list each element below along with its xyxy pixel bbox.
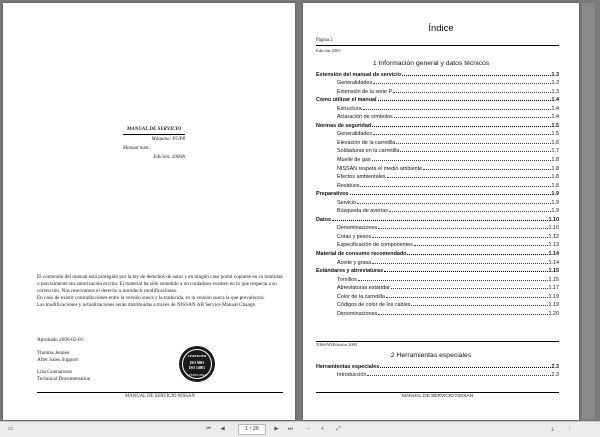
toc-entry-row[interactable] — [316, 223, 559, 232]
toc-entry-row[interactable] — [316, 206, 559, 215]
toc-entry-row[interactable] — [316, 146, 559, 155]
edition-label: Edición 2005 — [316, 48, 341, 53]
toc-entry-label: Residuos — [337, 182, 360, 189]
toc-page-number: 1.19 — [548, 293, 559, 300]
toc-entry-row[interactable] — [316, 103, 559, 112]
edition-label-2: NISSANEdición 2005 — [316, 342, 358, 347]
toc-entry-row[interactable] — [316, 240, 559, 249]
toc-entry-label: Muelle de gas — [337, 157, 371, 164]
last-page-icon[interactable]: ⏭ — [287, 426, 294, 432]
toc-entry-label: Datos — [316, 216, 331, 223]
toc-entry-label: Denominaciones — [337, 310, 378, 317]
toc-leader-dots — [389, 210, 551, 212]
toc-leader-dots — [414, 244, 548, 246]
signatory-2-role: Technical Documentation — [37, 375, 91, 382]
toc-page-number: 1.4 — [551, 105, 559, 112]
toc-page-number: 1.20 — [548, 310, 559, 317]
toc-entry-label: Servicio — [337, 199, 357, 206]
toc-page-number: 1.17 — [548, 285, 559, 292]
zoom-in-icon[interactable]: + — [320, 426, 325, 432]
toc-entry-label: Soldaduras en la carretilla — [337, 148, 400, 155]
toc-entry-row[interactable] — [316, 154, 559, 163]
prev-page-icon[interactable]: ◀ — [220, 426, 225, 432]
page-index — [303, 3, 579, 420]
toc-entry-row[interactable] — [316, 112, 559, 121]
toc-entry-label: Color de la carretilla — [337, 293, 385, 300]
toc-entry-row[interactable] — [316, 137, 559, 146]
next-page-icon[interactable]: ▶ — [274, 426, 279, 432]
toc-leader-dots — [360, 185, 550, 187]
toc-page-number: 1.14 — [548, 251, 559, 258]
menu-icon[interactable]: ⋮ — [566, 426, 573, 432]
toc-entry-label: Estructura — [337, 105, 362, 112]
toc-entry-label: Introducción — [337, 372, 367, 379]
toc-entry-row[interactable] — [316, 300, 559, 309]
cover-manual-no: Manual núm.: — [123, 146, 152, 151]
toc-entry-row[interactable] — [316, 291, 559, 300]
viewer-toolbar — [0, 421, 600, 437]
header-rule — [316, 45, 559, 46]
toc-page-number: 1.13 — [548, 242, 559, 249]
toc-entry-label: Aclaración de símbolos — [337, 114, 393, 121]
toc-entry-row[interactable] — [316, 163, 559, 172]
toc-entry-label: Generalidades — [337, 131, 373, 138]
toc-entry-label: NISSAN respeta el medio ambiente — [337, 165, 423, 172]
first-page-icon[interactable]: ⏮ — [205, 426, 212, 432]
legal-notice — [37, 274, 283, 309]
seal-line-2: ISO 9001 — [189, 361, 205, 365]
toc-entry-row[interactable] — [316, 78, 559, 87]
toc-page-number: 1.3 — [551, 88, 559, 95]
toc-entry-label: Extensión del manual de servicio — [316, 71, 402, 78]
toc-leader-dots — [378, 313, 547, 315]
cover-block — [123, 125, 185, 162]
toc-page-number: 1.10 — [548, 216, 559, 223]
cover-edition: Edición: 2006A — [153, 155, 185, 160]
toc-entry-label: Material de consumo recomendado — [316, 251, 407, 258]
toc-leader-dots — [393, 91, 550, 93]
toc-page-number: 1.8 — [551, 174, 559, 181]
toc-entry-row[interactable] — [316, 197, 559, 206]
toc-entry-label: Estándares y abreviaturas — [316, 268, 384, 275]
toc-group-row[interactable] — [316, 69, 559, 78]
toc-group-row[interactable] — [316, 214, 559, 223]
toc-group-row[interactable] — [316, 120, 559, 129]
toc-leader-dots — [373, 133, 550, 135]
section-1-heading: 1 Información general y datos técnicos — [372, 60, 490, 67]
toc-leader-dots — [358, 279, 548, 281]
toc-page-number: 1.9 — [551, 191, 559, 198]
toc-page-number: 1.6 — [551, 139, 559, 146]
toc-page-number: 1.14 — [548, 259, 559, 266]
toc-entry-label: Herramientas especiales — [316, 363, 380, 370]
cover-model: Máquina: P5/P8 — [151, 137, 185, 142]
toc-leader-dots — [350, 193, 551, 195]
toc-leader-dots — [396, 142, 550, 144]
cover-title: MANUAL DE SERVICIO — [123, 125, 185, 135]
legal-paragraph-3: Las modificaciones y actualizaciones serán distribuidas a través de NISSAN AB Service Manual Change. — [37, 302, 257, 309]
toc-section-1 — [316, 69, 559, 317]
approved-label: Aprobado 2006-02-01: — [37, 337, 85, 343]
signatory-1-role: After Sales Support — [37, 356, 78, 363]
toc-entry-label: Elevación de la carretilla — [337, 139, 396, 146]
signatory-1-name: Thomas Jenneu — [37, 350, 70, 356]
toc-entry-label: Efectos ambientales — [337, 174, 386, 181]
toc-entry-row[interactable] — [316, 370, 559, 379]
toc-page-number: 1.10 — [548, 225, 559, 232]
toc-leader-dots — [363, 108, 551, 110]
toc-page-number: 1.15 — [548, 268, 559, 275]
sidebar-icon[interactable]: ▭ — [7, 426, 14, 432]
toc-entry-row[interactable] — [316, 274, 559, 283]
page-total: / 26 — [249, 426, 260, 432]
toc-leader-dots — [402, 74, 550, 76]
toc-leader-dots — [373, 82, 550, 84]
toc-page-number: 1.9 — [551, 208, 559, 215]
toc-entry-row[interactable] — [316, 308, 559, 317]
legal-paragraph-2: En caso de existir contradicciones entre la versión sueca y la traducida, es la versión sueca la que prevalecerá. — [37, 295, 265, 302]
toc-page-number: 1.15 — [548, 276, 559, 283]
fit-icon[interactable]: ⤢ — [336, 426, 341, 432]
toc-entry-label: Generalidades — [337, 80, 373, 87]
page-input[interactable] — [238, 424, 266, 435]
toc-leader-dots — [407, 253, 547, 255]
toc-entry-row[interactable] — [316, 86, 559, 95]
toc-page-number: 2.3 — [551, 372, 559, 379]
toc-leader-dots — [372, 262, 547, 264]
vertical-scrollbar[interactable] — [582, 3, 595, 419]
toc-entry-row[interactable] — [316, 172, 559, 181]
toc-entry-label: Denominaciones — [337, 225, 378, 232]
legal-paragraph-1: El contenido del manual está protegido por la ley de derechos de autor y en ningún caso podrá copiarse en su totalidad o parcialmente sin autorización escrita. El material ha sido sometido a un cuidadoso examen en lo que respecta a su corrección. Nos reservamos el derecho a introducir modificaciones. — [37, 274, 283, 295]
toc-group-row[interactable] — [316, 248, 559, 257]
toc-entry-label: Códigos de color de los cables — [337, 302, 411, 309]
toc-leader-dots — [411, 304, 547, 306]
toc-leader-dots — [394, 116, 551, 118]
seal-line-1: CERTIFIED — [187, 354, 207, 358]
seal-line-3: ISO 14001 — [188, 366, 206, 370]
toc-entry-row[interactable] — [316, 257, 559, 266]
toc-group-row[interactable] — [316, 361, 559, 370]
page-current: 1 — [244, 426, 249, 432]
toc-entry-label: Extensión de la serie P — [337, 88, 393, 95]
zoom-out-icon[interactable]: − — [306, 426, 311, 432]
signatory-1 — [37, 350, 78, 364]
toc-leader-dots — [423, 168, 550, 170]
toc-entry-row[interactable] — [316, 180, 559, 189]
toc-entry-row[interactable] — [316, 231, 559, 240]
toc-entry-row[interactable] — [316, 129, 559, 138]
toc-page-number: 2.3 — [551, 363, 559, 370]
toc-group-row[interactable] — [316, 95, 559, 104]
toc-leader-dots — [378, 99, 551, 101]
toc-page-number: 1.3 — [551, 71, 559, 78]
toc-leader-dots — [384, 270, 547, 272]
toc-leader-dots — [372, 159, 551, 161]
toc-entry-label: Especificación de componentes — [337, 242, 413, 249]
toc-entry-label: Aceite y grasa — [337, 259, 372, 266]
toc-leader-dots — [400, 150, 550, 152]
toc-page-number: 1.9 — [551, 199, 559, 206]
toc-page-number: 1.4 — [551, 97, 559, 104]
signatory-2-name: Lisa Gunnarsson — [37, 369, 73, 375]
toc-leader-dots — [391, 287, 548, 289]
toc-leader-dots — [378, 227, 547, 229]
toc-page-number: 1.12 — [548, 233, 559, 240]
index-title: Índice — [428, 23, 454, 34]
toc-page-number: 1.3 — [551, 80, 559, 87]
toc-entry-label: Normas de seguridad — [316, 122, 372, 129]
toc-page-number: 1.19 — [548, 302, 559, 309]
toc-leader-dots — [372, 236, 547, 238]
toc-page-number: 1.5 — [551, 131, 559, 138]
toc-leader-dots — [367, 374, 550, 376]
toc-leader-dots — [357, 202, 550, 204]
toc-page-number: 1.8 — [551, 165, 559, 172]
toc-leader-dots — [386, 296, 548, 298]
certification-seal — [179, 346, 215, 382]
toc-entry-row[interactable] — [316, 283, 559, 292]
right-footer: MANUAL DE SERVICIO NISSAN — [316, 392, 559, 399]
toc-entry-label: Búsqueda de averías — [337, 208, 388, 215]
toc-leader-dots — [332, 219, 548, 221]
download-icon[interactable]: ⤓ — [551, 426, 554, 432]
toc-leader-dots — [372, 125, 550, 127]
toc-entry-label: Cotas y pesos — [337, 233, 372, 240]
toc-page-number: 1.8 — [551, 182, 559, 189]
page-cover — [3, 3, 295, 420]
signatory-2 — [37, 369, 90, 383]
toc-entry-label: Tornillos — [337, 276, 357, 283]
toc-leader-dots — [380, 366, 550, 368]
toc-entry-label: Abreviaturas estándar — [337, 285, 390, 292]
toc-page-number: 1.8 — [551, 157, 559, 164]
page-number-label: Página 2 — [316, 38, 333, 43]
toc-section-2 — [316, 361, 559, 378]
seal-line-4: LEMBO OFRA — [187, 373, 207, 377]
toc-entry-label: Cómo utilizar el manual — [316, 97, 377, 104]
toc-group-row[interactable] — [316, 189, 559, 198]
toc-page-number: 1.7 — [551, 148, 559, 155]
toc-page-number: 1.4 — [551, 114, 559, 121]
toc-entry-label: Preparativos — [316, 191, 349, 198]
section-2-heading: 2 Herramientas especiales — [390, 352, 472, 359]
toc-page-number: 1.5 — [551, 122, 559, 129]
left-footer: MANUAL DE SERVICIO NISSAN — [37, 392, 283, 399]
toc-group-row[interactable] — [316, 266, 559, 275]
toc-leader-dots — [387, 176, 551, 178]
